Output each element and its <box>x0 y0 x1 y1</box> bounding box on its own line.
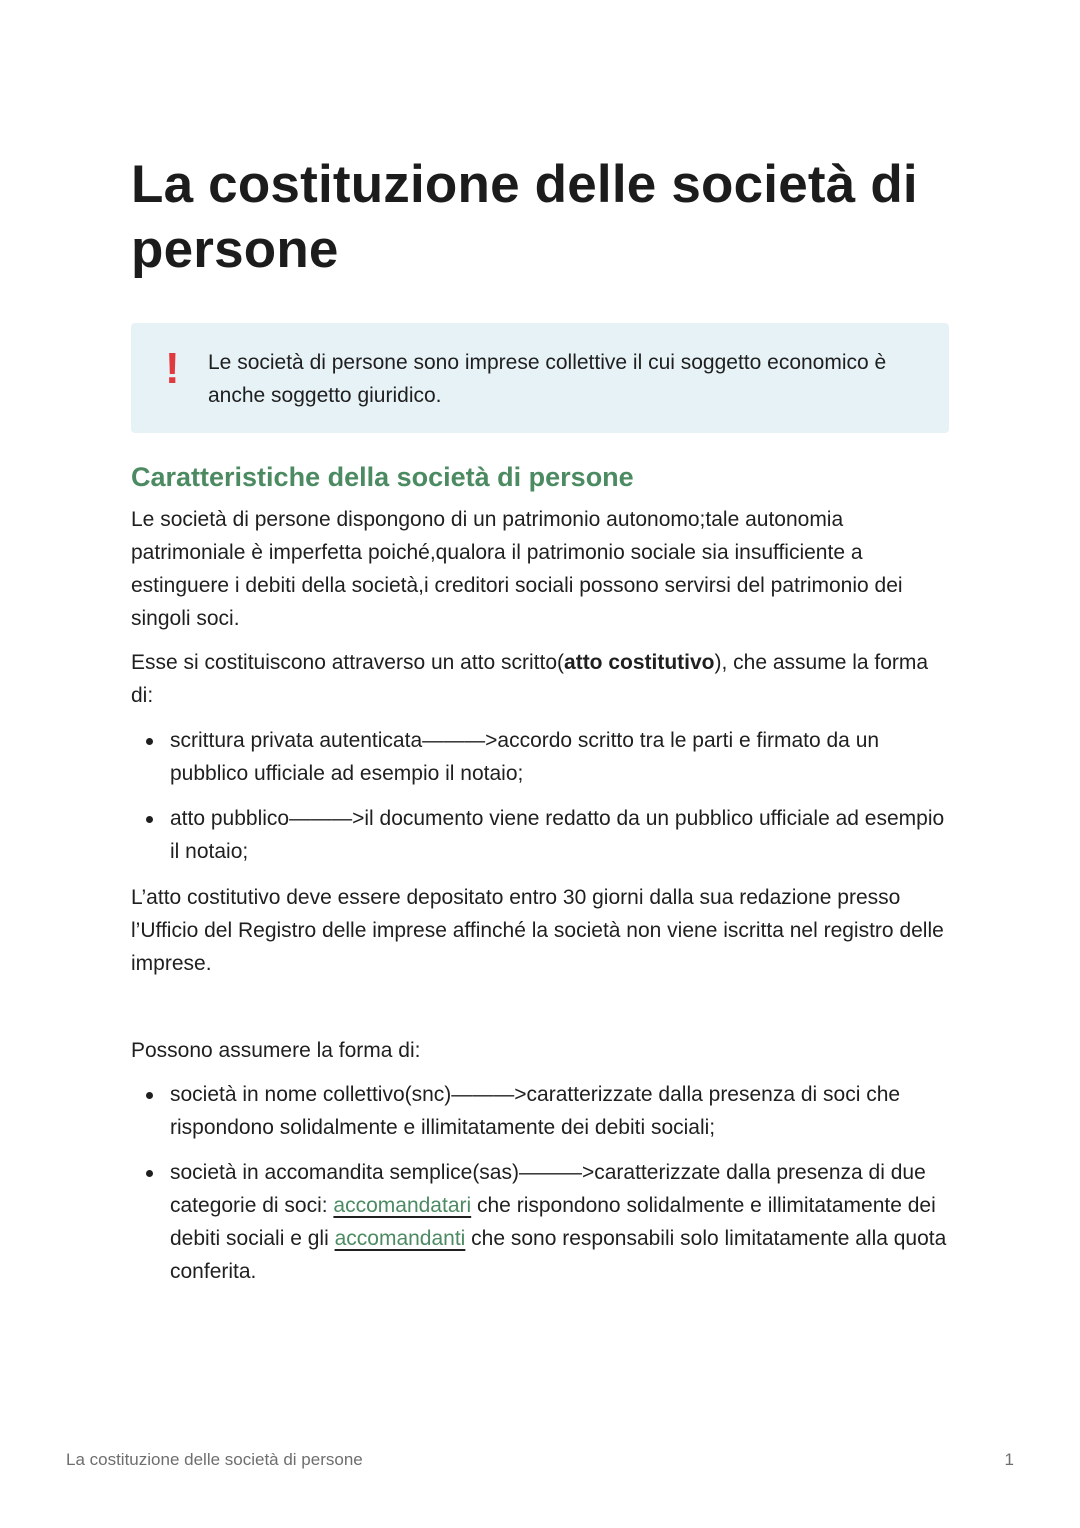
callout-box <box>131 323 949 433</box>
paragraph-patrimonio: Le società di persone dispongono di un patrimonio autonomo;tale autonomia patrimoniale è imperfetta poiché,qualora il patrimonio sociale sia insufficiente a estinguere i debiti della società,i creditori sociali possono servirsi del patrimonio dei singoli soci. <box>131 508 903 630</box>
exclamation-icon: ! <box>165 344 180 393</box>
term-accomandatari[interactable]: accomandatari <box>333 1194 472 1217</box>
list-item: società in accomandita semplice(sas)———>caratterizzate dalla presenza di due categorie di soci: accomandatari che rispondono solidalmente e illimitatamente dei debiti sociali e gli accomandanti che sono responsabili solo limitatamente alla quota conferita. <box>131 1156 949 1288</box>
paragraph-forme: Possono assumere la forma di: <box>131 1039 421 1062</box>
page-number: 1 <box>1004 1450 1014 1469</box>
paragraph-atto-scritto: Esse si costituiscono attraverso un atto scritto(atto costitutivo), che assume la forma di: <box>131 651 929 707</box>
term-accomandanti[interactable]: accomandanti <box>334 1227 466 1250</box>
bold-term: atto costitutivo <box>564 651 715 674</box>
list-item: atto pubblico———>il documento viene redatto da un pubblico ufficiale ad esempio il notaio; <box>131 802 949 868</box>
page-title: La costituzione delle società di persone <box>131 155 918 279</box>
footer-title: La costituzione delle società di persone <box>66 1450 363 1469</box>
list-item: società in nome collettivo(snc)———>caratterizzate dalla presenza di soci che rispondono solidalmente e illimitatamente dei debiti sociali; <box>131 1078 949 1144</box>
paragraph-deposito: L’atto costitutivo deve essere depositato entro 30 giorni dalla sua redazione presso l’Ufficio del Registro delle imprese affinché la società non viene iscritta nel registro delle imprese. <box>131 886 944 975</box>
callout-text: Le società di persone sono imprese collettive il cui soggetto economico è anche soggetto giuridico. <box>208 351 887 407</box>
section-heading: Caratteristiche della società di persone <box>131 462 634 492</box>
tipi-societa-list <box>131 1078 949 1300</box>
forma-list <box>131 724 949 880</box>
list-item: scrittura privata autenticata———>accordo scritto tra le parti e firmato da un pubblico ufficiale ad esempio il notaio; <box>131 724 949 790</box>
